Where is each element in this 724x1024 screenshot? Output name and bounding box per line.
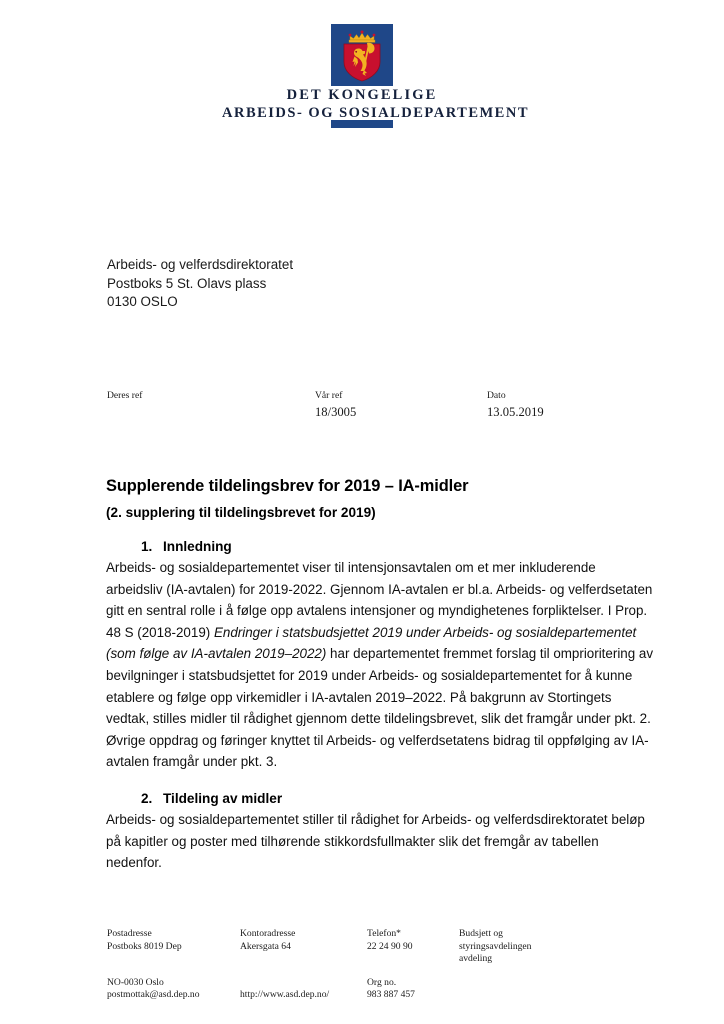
section-2-paragraph: Arbeids- og sosialdepartementet stiller til rådighet for Arbeids- og velferdsdirektoratet beløp på kapitler og poster med tilhørende stikkordsfullmakter slik det fremgår av tabellen nedenfor. — [106, 811, 645, 871]
var-ref-column — [315, 389, 487, 421]
section-2-title: Tildeling av midler — [163, 790, 283, 806]
norwegian-coat-of-arms-icon — [340, 29, 384, 83]
footer-kontoradresse-value: Akersgata 64 — [240, 940, 291, 952]
section-1-title: Innledning — [163, 539, 232, 554]
footer-row-2 — [107, 977, 637, 1002]
section-1-text-part2: har departementet fremmet forslag til omprioritering av bevilgninger i statsbudsjettet for 2019 under Arbeids- og sosialdepartementet for å kunne etablere og følge opp virkemidler i IA-avtalen 2019–2022. På bakgrunn av Stortingets vedtak, stilles midler til rådighet gjennom dette tildelingsbrevet, slik det framgår under pkt. 2. Øvrige oppdrag og føringer knyttet til Arbeids- og velferdsetatens bidrag til oppfølging av IA-avtalen framgår under pkt. 3. — [106, 646, 654, 770]
footer-avdeling-column — [459, 928, 579, 966]
section-1-italic-citation: Endringer i statsbudsjettet 2019 under Arbeids- og sosialdepartementet (som følge av IA-avtalen 2019–2022) — [106, 624, 637, 662]
section-1-text-part1: Arbeids- og sosialdepartementet viser til intensjonsavtalen om et mer inkluderende arbeidsliv (IA-avtalen) for 2019-2022. Gjennom IA-avtalen er bl.a. Arbeids- og velferdsetaten gitt en sentral rolle i å følge opp avtalens intensjoner og myndighetenes forpliktelser. I Prop. 48 S (2018-2019) — [106, 560, 653, 640]
footer-kontoradresse-label: Kontoradresse — [240, 928, 296, 939]
section-1-paragraph — [106, 557, 654, 773]
footer-orgno-value: 983 887 457 — [367, 989, 415, 1001]
recipient-address-block — [107, 256, 293, 312]
footer-website-spacer — [240, 977, 367, 990]
section-2-number: 2. — [141, 790, 153, 806]
document-footer — [107, 928, 637, 1002]
footer-orgno-column — [367, 977, 459, 1002]
footer-email-link[interactable]: postmottak@asd.dep.no — [107, 989, 200, 1001]
section-1 — [106, 539, 654, 773]
logo-line-1: DET KONGELIGE — [286, 87, 438, 103]
recipient-line-3: 0130 OSLO — [107, 294, 178, 310]
recipient-line-2: Postboks 5 St. Olavs plass — [107, 275, 267, 291]
footer-postadresse-label: Postadresse — [107, 928, 152, 939]
deres-ref-label: Deres ref — [107, 390, 143, 401]
var-ref-label: Vår ref — [315, 390, 343, 401]
ministry-logo — [0, 24, 724, 133]
deres-ref-column — [107, 389, 315, 421]
section-spacer — [106, 773, 654, 791]
footer-avdeling-line-2: styringsavdelingen — [459, 940, 532, 952]
footer-avdeling-line-3: avdeling — [459, 953, 493, 965]
var-ref-value: 18/3005 — [315, 405, 357, 419]
reference-row — [107, 389, 627, 421]
dato-column — [487, 389, 627, 421]
footer-website-link[interactable]: http://www.asd.dep.no/ — [240, 989, 330, 1001]
section-1-number: 1. — [141, 539, 153, 554]
footer-empty-column — [459, 977, 579, 1002]
document-title: Supplerende tildelingsbrev for 2019 – IA-midler — [106, 477, 469, 495]
footer-telefon-label: Telefon* — [367, 928, 401, 939]
footer-orgno-label: Org no. — [367, 976, 397, 988]
logo-wordmark — [222, 86, 529, 122]
document-body — [106, 539, 654, 874]
footer-telefon-column — [367, 928, 459, 966]
footer-poststed-value: NO-0030 Oslo — [107, 976, 164, 988]
footer-kontoradresse-column — [240, 928, 367, 966]
footer-telefon-value: 22 24 90 90 — [367, 940, 413, 952]
footer-postadresse-column — [107, 928, 240, 966]
section-2-heading — [106, 791, 654, 806]
dato-value: 13.05.2019 — [487, 405, 544, 419]
recipient-line-1: Arbeids- og velferdsdirektoratet — [107, 257, 294, 272]
footer-website-column — [240, 977, 367, 1002]
document-subtitle: (2. supplering til tildelingsbrevet for 2019) — [106, 505, 376, 520]
footer-row-1 — [107, 928, 637, 966]
footer-postadresse-value: Postboks 8019 Dep — [107, 940, 182, 952]
footer-poststed-column — [107, 977, 240, 1002]
logo-line-2: ARBEIDS- OG SOSIALDEPARTEMENT — [222, 105, 529, 121]
footer-avdeling-line-1: Budsjett og — [459, 928, 503, 939]
dato-label: Dato — [487, 390, 506, 401]
section-2 — [106, 791, 654, 874]
section-1-heading — [106, 539, 654, 554]
